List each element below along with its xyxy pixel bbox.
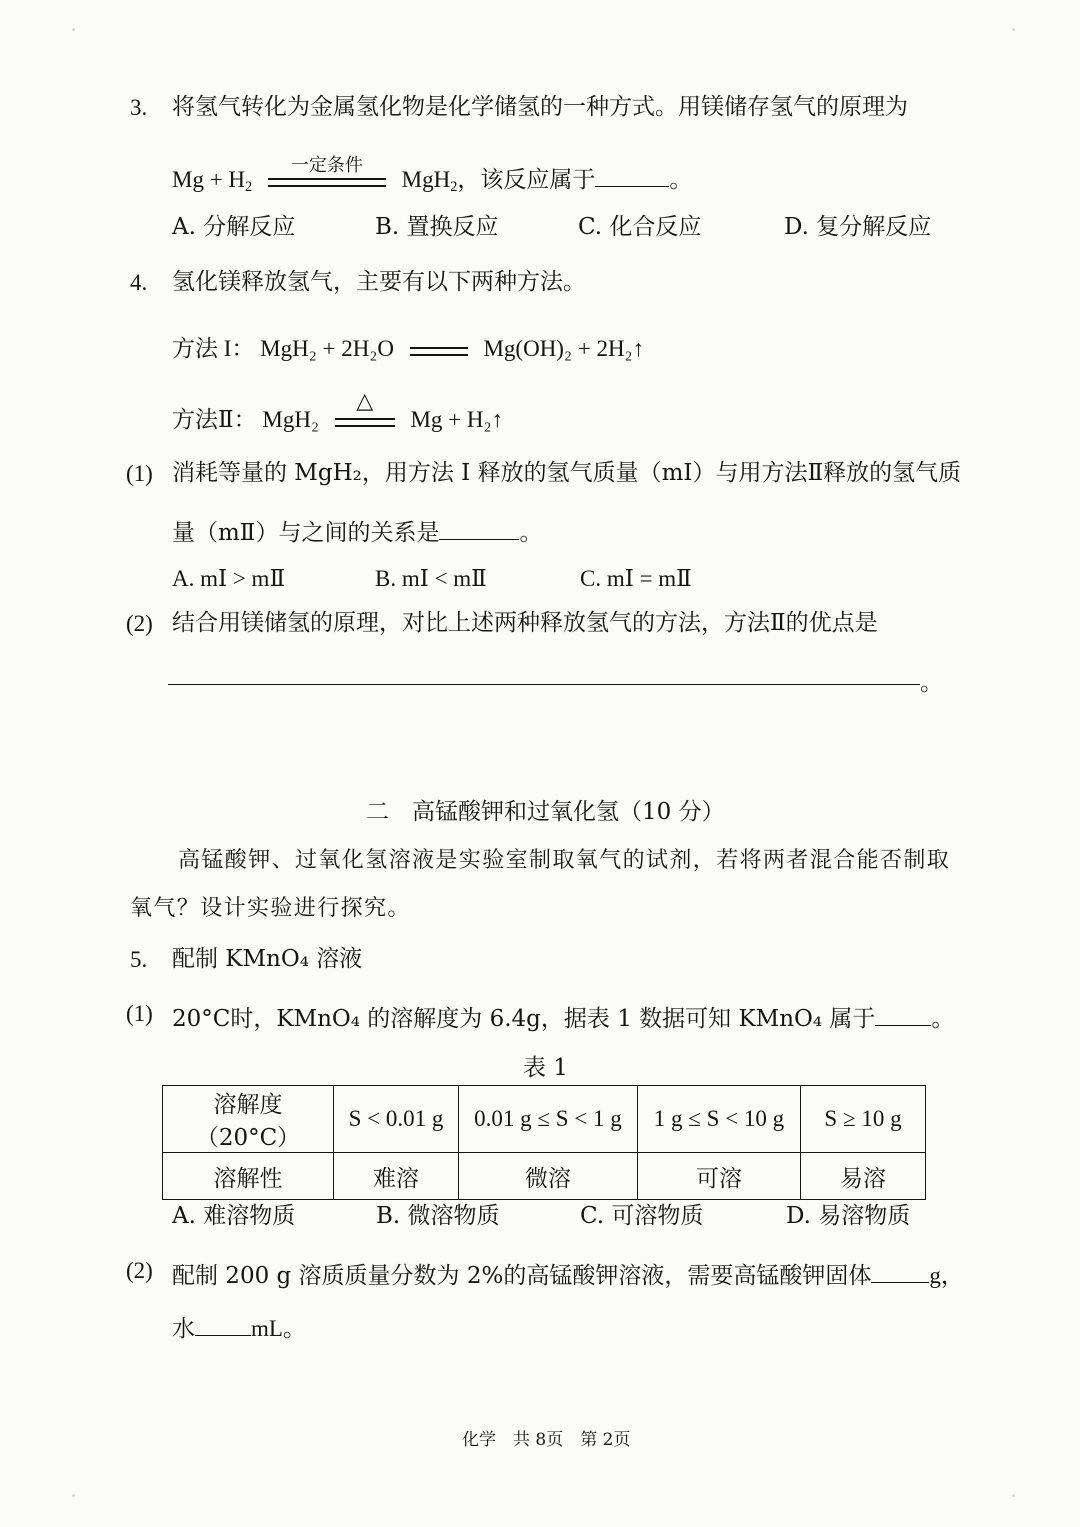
scan-dot xyxy=(1012,1494,1015,1497)
table-cell: 0.01 g ≤ S < 1 g xyxy=(459,1086,638,1153)
q4-sub1-option-a: A. mⅠ > mⅡ xyxy=(172,566,286,591)
q4-method2 xyxy=(172,387,504,432)
section-intro-line2: 氧气？设计实验进行探究。 xyxy=(130,896,411,921)
q5-sub1-text: 20°C时，KMnO₄ 的溶解度为 6.4g，据表 1 数据可知 KMnO₄ 属于 xyxy=(172,1006,876,1032)
q4-text: 氢化镁释放氢气，主要有以下两种方法。 xyxy=(172,269,586,295)
q3-end: 。 xyxy=(669,167,693,192)
page-footer: 化学 共 8页 第 2页 xyxy=(462,1430,631,1450)
q4-method1-lhs: MgH₂ + 2H₂O xyxy=(260,336,394,361)
reaction-equals-sign xyxy=(410,343,468,359)
table-cell: 溶解度（20°C） xyxy=(163,1086,334,1153)
table-cell: 易溶 xyxy=(801,1153,926,1200)
q3-option-a: A. 分解反应 xyxy=(172,214,296,240)
q4-sub1-answer-blank[interactable] xyxy=(439,516,519,540)
q4-sub1-option-c: C. mⅠ = mⅡ xyxy=(580,566,692,591)
q3-answer-blank[interactable] xyxy=(595,163,669,187)
q5-sub2-water-blank[interactable] xyxy=(195,1312,251,1336)
q5-sub2-unit-ml: mL。 xyxy=(251,1316,306,1341)
q5-sub2-mass-blank[interactable] xyxy=(871,1259,929,1283)
q4-sub2-answer-line[interactable] xyxy=(168,684,920,685)
q3-eq-tail: ，该反应属于 xyxy=(457,167,596,192)
q5-sub2-water xyxy=(172,1312,306,1341)
q3-equation xyxy=(172,154,693,195)
q5-sub2 xyxy=(172,1259,964,1288)
q5-sub2-unit-g: g， xyxy=(929,1263,964,1288)
q5-option-a: A. 难溶物质 xyxy=(172,1203,296,1229)
q3-eq-left-sub: 2 xyxy=(245,178,253,195)
q4-method2-rhs: Mg + H₂↑ xyxy=(410,407,504,432)
q3-option-c: C. 化合反应 xyxy=(578,214,702,240)
q3-eq-right-sub: 2 xyxy=(450,178,458,195)
q3-condition: 一定条件 xyxy=(290,154,363,175)
q4-sub1-line1: 消耗等量的 MgH₂，用方法 I 释放的氢气质量（mⅠ）与用方法Ⅱ释放的氢气质 xyxy=(172,460,962,486)
table-row xyxy=(163,1153,926,1200)
q3-eq-right: MgH xyxy=(401,167,451,192)
q5-sub1-answer-blank[interactable] xyxy=(875,1002,931,1026)
q5-option-c: C. 可溶物质 xyxy=(580,1203,704,1229)
q4-method1-rhs: Mg(OH)₂ + 2H₂↑ xyxy=(483,336,645,361)
q4-sub2-end: 。 xyxy=(920,670,943,696)
q5-sub2-text: 配制 200 g 溶质质量分数为 2%的高锰酸钾溶液，需要高锰酸钾固体 xyxy=(172,1263,872,1289)
q4-number: 4. xyxy=(130,270,148,295)
q5-title: 配制 KMnO₄ 溶液 xyxy=(172,946,363,972)
q4-method2-cond: △ xyxy=(356,387,374,413)
table-cell: 难溶 xyxy=(334,1153,459,1200)
table-row xyxy=(163,1086,926,1153)
scan-dot xyxy=(72,28,75,31)
scan-dot xyxy=(72,1494,75,1497)
q5-sub1-number: (1) xyxy=(126,1001,153,1026)
q5-number: 5. xyxy=(130,947,148,972)
table-caption: 表 1 xyxy=(523,1055,568,1081)
table-cell: 可溶 xyxy=(638,1153,801,1200)
solubility-table xyxy=(162,1085,926,1200)
q5-sub1-end: 。 xyxy=(931,1006,955,1032)
q5-option-d: D. 易溶物质 xyxy=(786,1203,911,1229)
section-title: 二 高锰酸钾和过氧化氢（10 分） xyxy=(366,799,725,825)
q5-sub1 xyxy=(172,1002,954,1031)
table-cell: 微溶 xyxy=(459,1153,638,1200)
q3-number: 3. xyxy=(130,95,148,120)
table-cell: 溶解性 xyxy=(163,1153,334,1200)
table-cell: S < 0.01 g xyxy=(334,1086,459,1153)
q4-method2-lhs: MgH₂ xyxy=(262,407,319,432)
q4-sub2-number: (2) xyxy=(126,611,153,636)
q4-sub1-line2 xyxy=(172,516,542,545)
section-intro-line1: 高锰酸钾、过氧化氢溶液是实验室制取氧气的试剂，若将两者混合能否制取 xyxy=(178,848,951,873)
reaction-condition-arrow xyxy=(268,154,386,190)
q3-option-b: B. 置换反应 xyxy=(375,214,499,240)
heat-condition-arrow xyxy=(335,387,395,430)
q4-method2-label: 方法Ⅱ： xyxy=(172,407,257,432)
q4-sub2-text: 结合用镁储氢的原理，对比上述两种释放氢气的方法，方法Ⅱ的优点是 xyxy=(172,610,878,636)
q3-option-d: D. 复分解反应 xyxy=(784,214,932,240)
scan-dot xyxy=(1012,28,1015,31)
q4-method1 xyxy=(172,337,644,360)
q3-eq-left: Mg + H xyxy=(172,167,246,192)
q4-method1-label: 方法 I： xyxy=(172,336,255,361)
q5-sub2-water-label: 水 xyxy=(172,1316,195,1342)
q4-sub1-number: (1) xyxy=(126,461,153,486)
q5-sub2-number: (2) xyxy=(126,1258,153,1283)
table-cell: S ≥ 10 g xyxy=(801,1086,926,1153)
q4-sub1-end: 。 xyxy=(519,520,543,546)
q4-sub1-line2-text: 量（mⅡ）与之间的关系是 xyxy=(172,520,440,546)
q3-text: 将氢气转化为金属氢化物是化学储氢的一种方式。用镁储存氢气的原理为 xyxy=(172,94,908,120)
table-cell: 1 g ≤ S < 10 g xyxy=(638,1086,801,1153)
q5-option-b: B. 微溶物质 xyxy=(376,1203,500,1229)
q4-sub1-option-b: B. mⅠ < mⅡ xyxy=(375,566,487,591)
